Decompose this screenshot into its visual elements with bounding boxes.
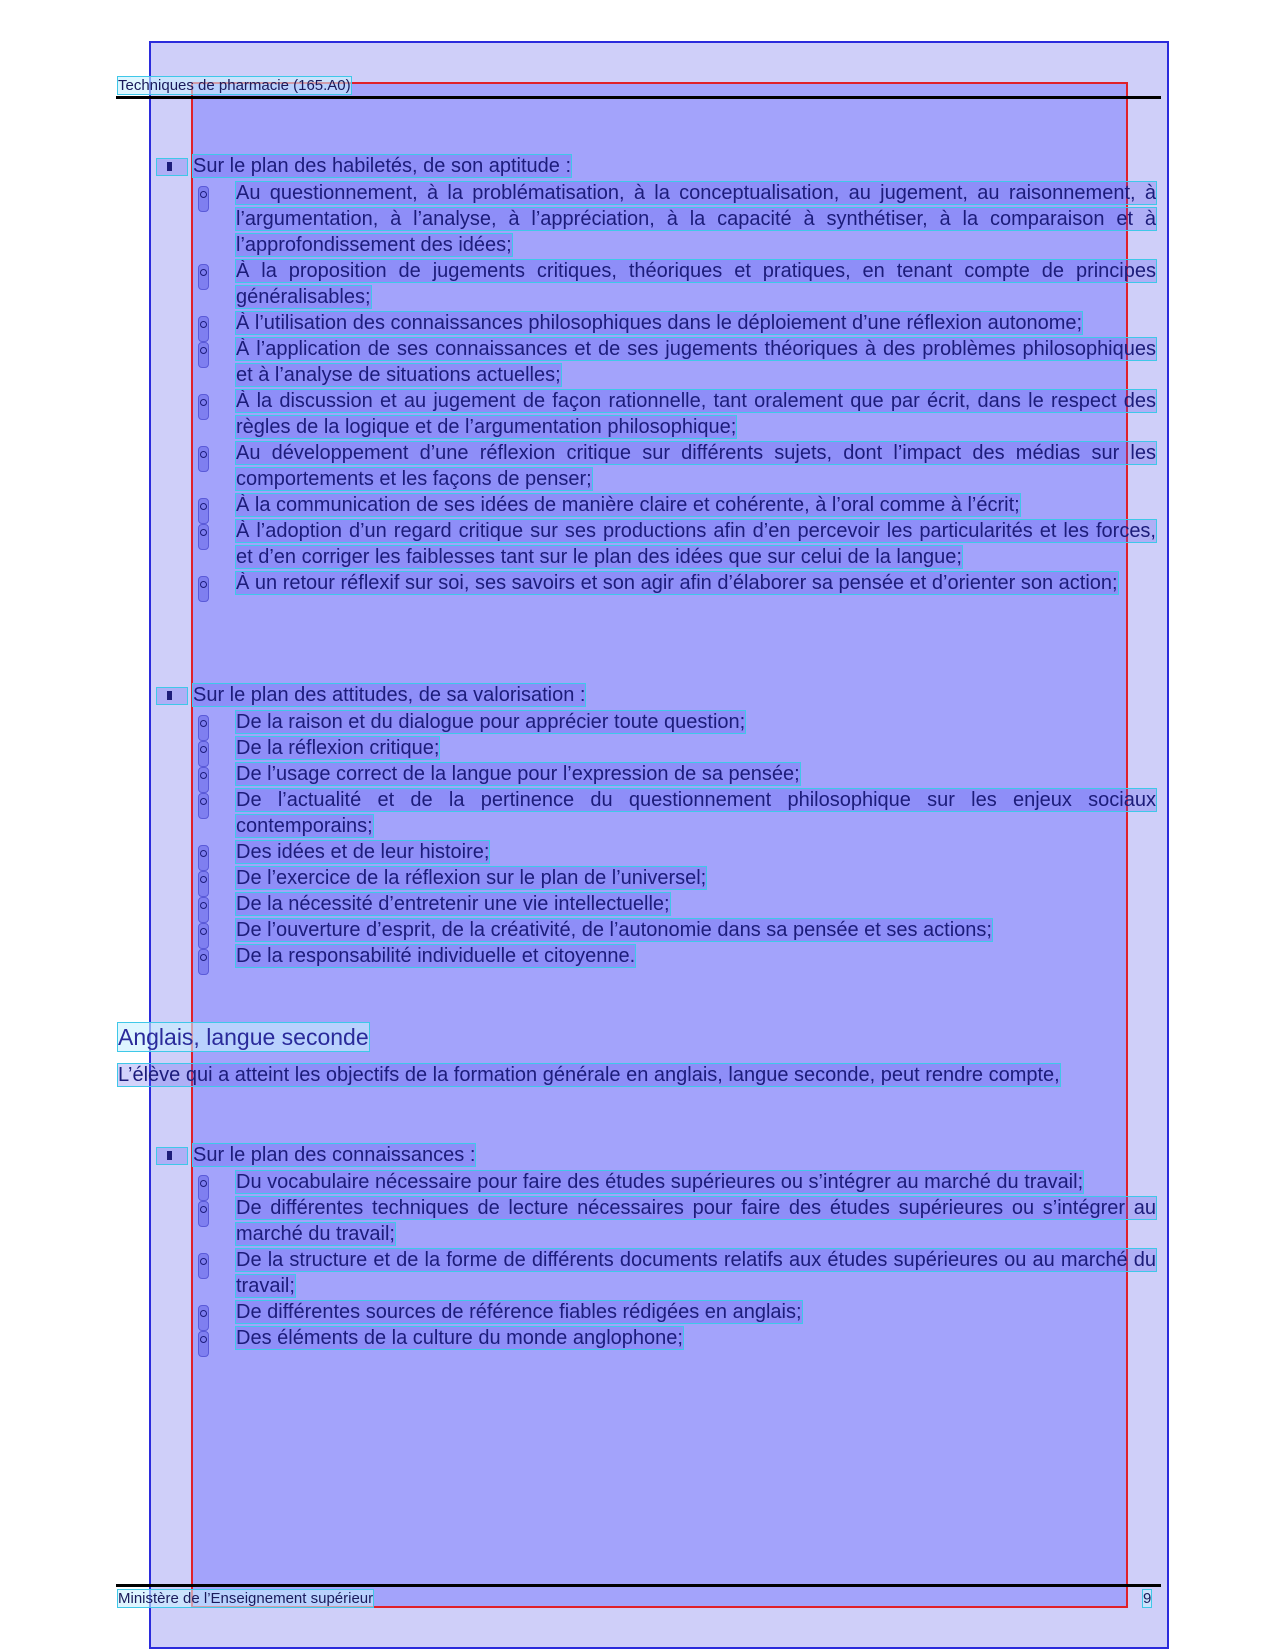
circle-bullet-icon bbox=[198, 524, 209, 550]
list-item: De différentes techniques de lecture nécessaires pour faire des études supérieures ou s’intégrer au marché du travail; bbox=[236, 1195, 1156, 1247]
page-number: 9 bbox=[1143, 1590, 1152, 1607]
list-item: De la réflexion critique; bbox=[236, 735, 1156, 761]
circle-bullet-icon bbox=[198, 576, 209, 602]
skills-heading-text: Sur le plan des habiletés, de son aptitude : bbox=[193, 155, 572, 177]
intro-paragraph: L’élève qui a atteint les objectifs de la formation générale en anglais, langue seconde, peut rendre compte, bbox=[118, 1064, 1060, 1086]
list-item: À un retour réflexif sur soi, ses savoirs et son agir afin d’élaborer sa pensée et d’orienter son action; bbox=[236, 570, 1156, 596]
square-bullet-icon bbox=[157, 1148, 187, 1164]
knowledge-heading bbox=[193, 1142, 475, 1168]
attitudes-heading bbox=[193, 682, 585, 708]
list-item: Des éléments de la culture du monde anglophone; bbox=[236, 1325, 1156, 1351]
list-item: De différentes sources de référence fiables rédigées en anglais; bbox=[236, 1299, 1156, 1325]
knowledge-list bbox=[236, 1169, 1156, 1351]
skills-heading bbox=[193, 153, 571, 179]
list-item: De la structure et de la forme de différents documents relatifs aux études supérieures ou au marché du travail; bbox=[236, 1247, 1156, 1299]
list-item: De l’exercice de la réflexion sur le plan de l’universel; bbox=[236, 865, 1156, 891]
square-bullet-icon bbox=[157, 159, 187, 175]
list-item: De la raison et du dialogue pour apprécier toute question; bbox=[236, 709, 1156, 735]
footer-rule bbox=[116, 1584, 1161, 1587]
attitudes-heading-text: Sur le plan des attitudes, de sa valorisation : bbox=[193, 684, 586, 706]
section-heading: Anglais, langue seconde bbox=[118, 1024, 369, 1050]
header-rule bbox=[116, 96, 1161, 99]
list-item: À la communication de ses idées de manière claire et cohérente, à l’oral comme à l’écrit; bbox=[236, 492, 1156, 518]
circle-bullet-icon bbox=[198, 316, 209, 342]
skills-list bbox=[236, 180, 1156, 596]
list-item: À l’application de ses connaissances et de ses jugements théoriques à des problèmes philosophiques et à l’analyse de situations actuelles; bbox=[236, 336, 1156, 388]
running-header: Techniques de pharmacie (165.A0) bbox=[118, 77, 351, 94]
attitudes-list bbox=[236, 709, 1156, 969]
list-item: À l’utilisation des connaissances philosophiques dans le déploiement d’une réflexion autonome; bbox=[236, 310, 1156, 336]
circle-bullet-icon bbox=[198, 741, 209, 767]
circle-bullet-icon bbox=[198, 793, 209, 819]
circle-bullet-icon bbox=[198, 498, 209, 524]
list-item: À l’adoption d’un regard critique sur ses productions afin d’en percevoir les particularités et les forces, et d’en corriger les faiblesses tant sur le plan des idées que sur celui de la langue; bbox=[236, 518, 1156, 570]
circle-bullet-icon bbox=[198, 1201, 209, 1227]
circle-bullet-icon bbox=[198, 1253, 209, 1279]
circle-bullet-icon bbox=[198, 715, 209, 741]
circle-bullet-icon bbox=[198, 186, 209, 212]
square-bullet-icon bbox=[157, 688, 187, 704]
list-item: Au développement d’une réflexion critique sur différents sujets, dont l’impact des médias sur les comportements et les façons de penser; bbox=[236, 440, 1156, 492]
list-item: Des idées et de leur histoire; bbox=[236, 839, 1156, 865]
list-item: À la discussion et au jugement de façon rationnelle, tant oralement que par écrit, dans le respect des règles de la logique et de l’argumentation philosophique; bbox=[236, 388, 1156, 440]
list-item: De la responsabilité individuelle et citoyenne. bbox=[236, 943, 1156, 969]
list-item: À la proposition de jugements critiques, théoriques et pratiques, en tenant compte de principes généralisables; bbox=[236, 258, 1156, 310]
list-item: De la nécessité d’entretenir une vie intellectuelle; bbox=[236, 891, 1156, 917]
knowledge-heading-text: Sur le plan des connaissances : bbox=[193, 1144, 476, 1166]
circle-bullet-icon bbox=[198, 342, 209, 368]
list-item: De l’usage correct de la langue pour l’expression de sa pensée; bbox=[236, 761, 1156, 787]
circle-bullet-icon bbox=[198, 923, 209, 949]
circle-bullet-icon bbox=[198, 845, 209, 871]
running-footer: Ministère de l’Enseignement supérieur bbox=[118, 1590, 374, 1607]
circle-bullet-icon bbox=[198, 1175, 209, 1201]
list-item: De l’actualité et de la pertinence du questionnement philosophique sur les enjeux sociaux contemporains; bbox=[236, 787, 1156, 839]
circle-bullet-icon bbox=[198, 446, 209, 472]
circle-bullet-icon bbox=[198, 1305, 209, 1331]
circle-bullet-icon bbox=[198, 767, 209, 793]
list-item: De l’ouverture d’esprit, de la créativité, de l’autonomie dans sa pensée et ses actions; bbox=[236, 917, 1156, 943]
circle-bullet-icon bbox=[198, 264, 209, 290]
list-item: Du vocabulaire nécessaire pour faire des études supérieures ou s’intégrer au marché du travail; bbox=[236, 1169, 1156, 1195]
circle-bullet-icon bbox=[198, 871, 209, 897]
circle-bullet-icon bbox=[198, 1331, 209, 1357]
circle-bullet-icon bbox=[198, 949, 209, 975]
circle-bullet-icon bbox=[198, 897, 209, 923]
circle-bullet-icon bbox=[198, 394, 209, 420]
list-item: Au questionnement, à la problématisation, à la conceptualisation, au jugement, au raisonnement, à l’argumentation, à l’analyse, à l’appréciation, à la capacité à synthétiser, à la comparaison et à l’approfondissement des idées; bbox=[236, 180, 1156, 258]
